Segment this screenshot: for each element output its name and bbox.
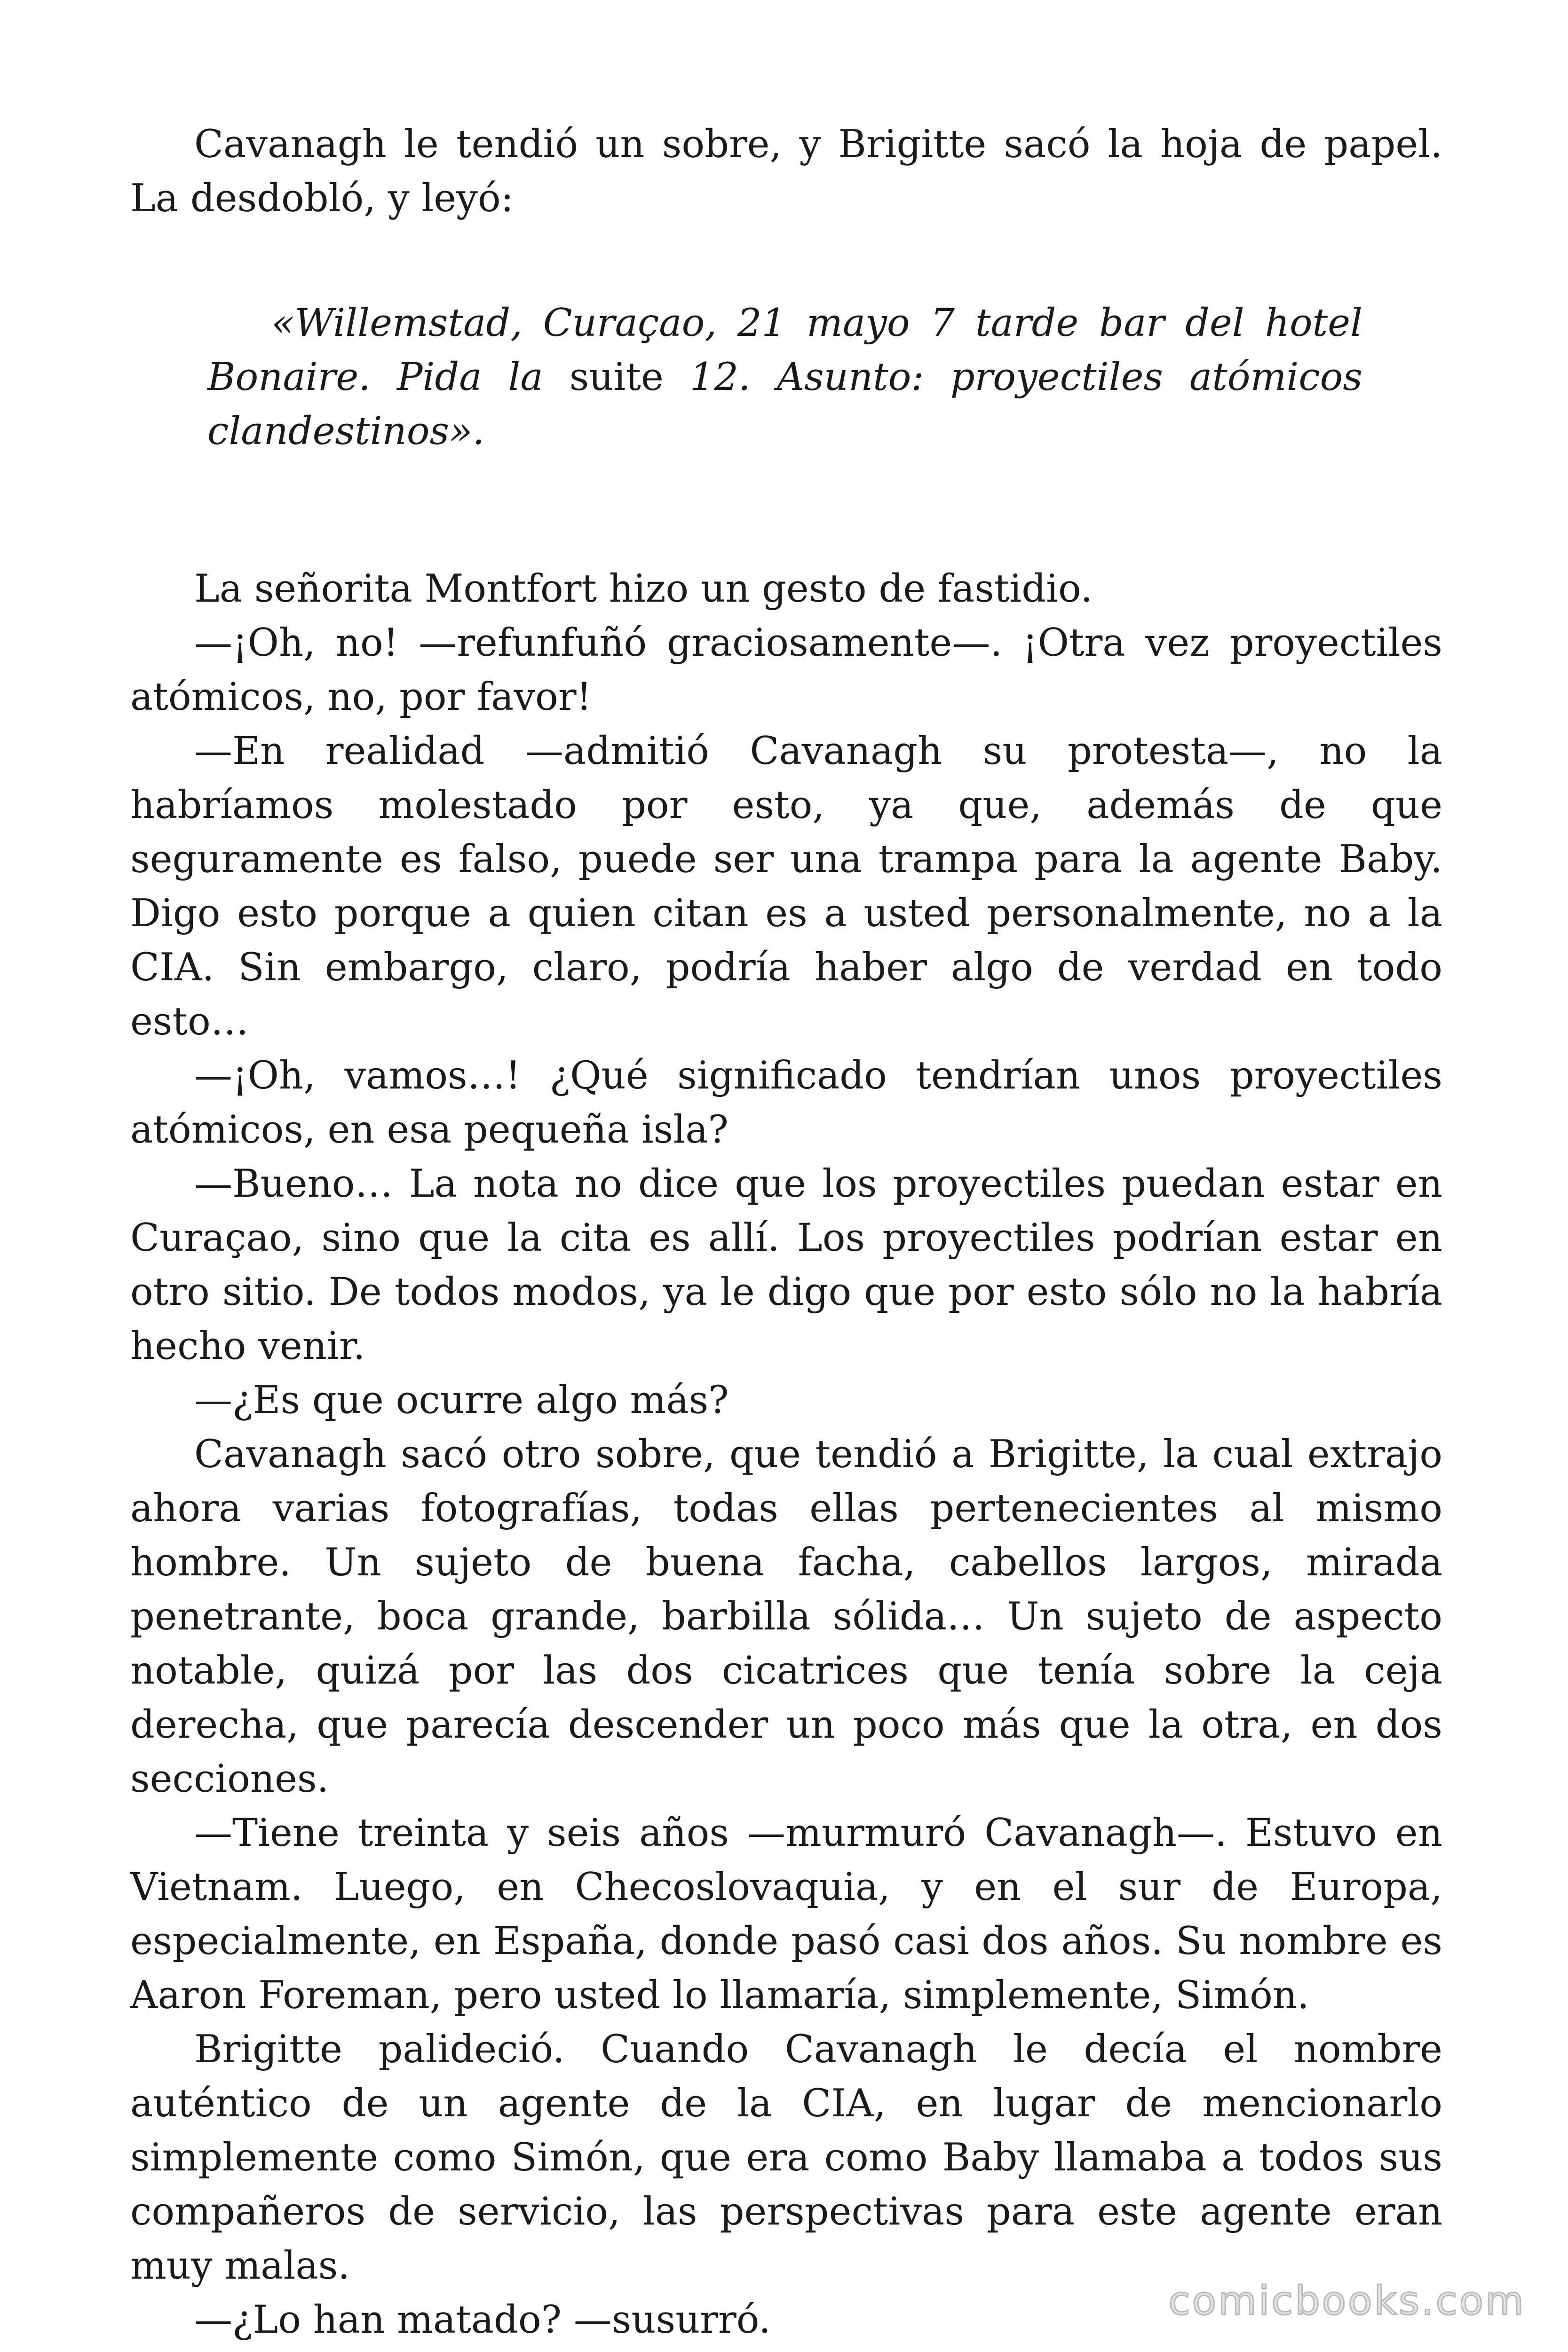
- paragraph: Cavanagh sacó otro sobre, que tendió a Brigitte, la cual extrajo ahora varias fotografías, todas ellas pertenecientes al mismo hombre. Un sujeto de buena facha, cabellos largos, mirada penetrante, boca grande, barbilla sólida… Un sujeto de aspecto notable, quizá por las dos cicatrices que tenía sobre la ceja derecha, que parecía descender un poco más que la otra, en dos secciones.: [130, 1432, 1442, 1801]
- paragraph: La señorita Montfort hizo un gesto de fastidio.: [194, 567, 1093, 611]
- paragraph: —¿Lo han matado? —susurró.: [194, 2298, 771, 2342]
- paragraph: —Tiene treinta y seis años —murmuró Cavanagh—. Estuvo en Vietnam. Luego, en Checoslovaquia, y en el sur de Europa, especialmente, en España, donde pasó casi dos años. Su nombre es Aaron Foreman, pero usted lo llamaría, simplemente, Simón.: [130, 1811, 1442, 2018]
- paragraph: —¡Oh, vamos…! ¿Qué significado tendrían unos proyectiles atómicos, en esa pequeña isla?: [130, 1054, 1442, 1152]
- quoted-note-text: «Willemstad, Curaçao, 21 mayo 7 tarde bar del hotel Bonaire. Pida la: [207, 301, 1362, 399]
- quoted-note: [130, 296, 1442, 459]
- quoted-note-text-end: 12. Asunto: proyectiles atómicos clandestinos».: [207, 355, 1362, 453]
- paragraph: —En realidad —admitió Cavanagh su protesta—, no la habríamos molestado por esto, ya que, además de que seguramente es falso, puede ser una trampa para la agente Baby. Digo esto porque a quien citan es a usted personalmente, no a la CIA. Sin embargo, claro, podría haber algo de verdad en todo esto…: [130, 729, 1442, 1044]
- paragraph: Brigitte palideció. Cuando Cavanagh le decía el nombre auténtico de un agente de la CIA, en lugar de mencionarlo simplemente como Simón, que era como Baby llamaba a todos sus compañeros de servicio, las perspectivas para este agente eran muy malas.: [130, 2027, 1442, 2288]
- paragraph: —¿Es que ocurre algo más?: [194, 1378, 729, 1422]
- paragraph: Cavanagh le tendió un sobre, y Brigitte sacó la hoja de papel. La desdobló, y leyó:: [130, 122, 1442, 221]
- quoted-note-suite: suite: [569, 355, 664, 399]
- paragraph: —Bueno… La nota no dice que los proyectiles puedan estar en Curaçao, sino que la cita es allí. Los proyectiles podrían estar en otro sitio. De todos modos, ya le digo que por esto sólo no la habría hecho venir.: [130, 1162, 1442, 1368]
- page-text: [130, 118, 1442, 2347]
- paragraph: —¡Oh, no! —refunfuñó graciosamente—. ¡Otra vez proyectiles atómicos, no, por favor!: [130, 621, 1442, 719]
- watermark: comicbooks.com: [1168, 2278, 1526, 2324]
